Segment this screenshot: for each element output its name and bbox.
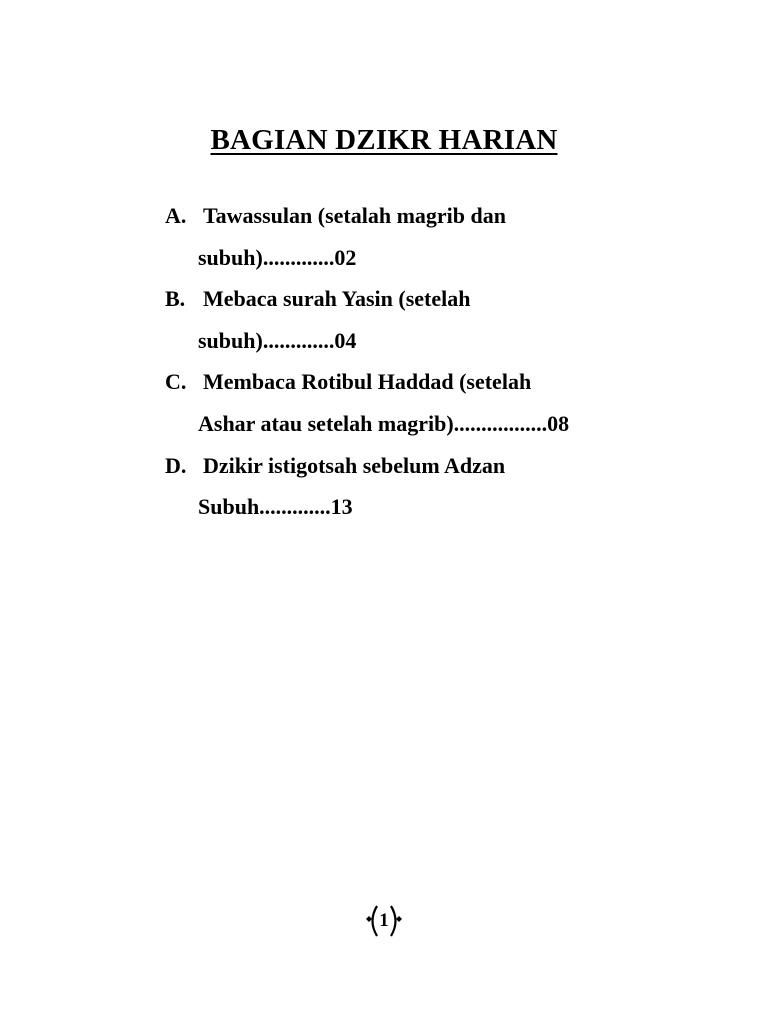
toc-item-d <box>165 450 725 492</box>
toc-letter: A. <box>165 203 187 228</box>
toc-letter: C. <box>165 369 187 395</box>
toc-item-b-continuation <box>165 325 725 367</box>
toc-item-text: Tawassulan (setalah magrib dan <box>203 203 506 228</box>
page-number <box>0 900 768 941</box>
toc-item-text: Mebaca surah Yasin (setelah <box>203 286 471 312</box>
toc-item-text: Dzikir istigotsah sebelum Adzan <box>203 452 506 478</box>
toc-item-c <box>165 366 725 408</box>
toc-item-page-ref: subuh).............02 <box>198 244 357 270</box>
toc-item-b <box>165 283 725 325</box>
table-of-contents <box>165 200 725 533</box>
toc-item-c-continuation <box>165 408 725 450</box>
toc-item-a-continuation <box>165 242 725 284</box>
toc-item-page-ref: Ashar atau setelah magrib).................08 <box>198 410 570 436</box>
toc-item-text: Membaca Rotibul Haddad (setelah <box>203 369 532 395</box>
toc-item-a <box>165 200 725 242</box>
toc-item-d-continuation <box>165 491 725 533</box>
toc-item-page-ref: subuh).............04 <box>198 327 357 353</box>
ornament-left-icon <box>366 904 380 938</box>
toc-letter: B. <box>165 286 186 312</box>
ornament-right-icon <box>388 904 402 938</box>
toc-item-page-ref: Subuh.............13 <box>198 494 353 520</box>
page-title: BAGIAN DZIKR HARIAN <box>210 124 558 156</box>
toc-letter: D. <box>165 452 187 478</box>
page-number-text: 1 <box>379 909 389 931</box>
